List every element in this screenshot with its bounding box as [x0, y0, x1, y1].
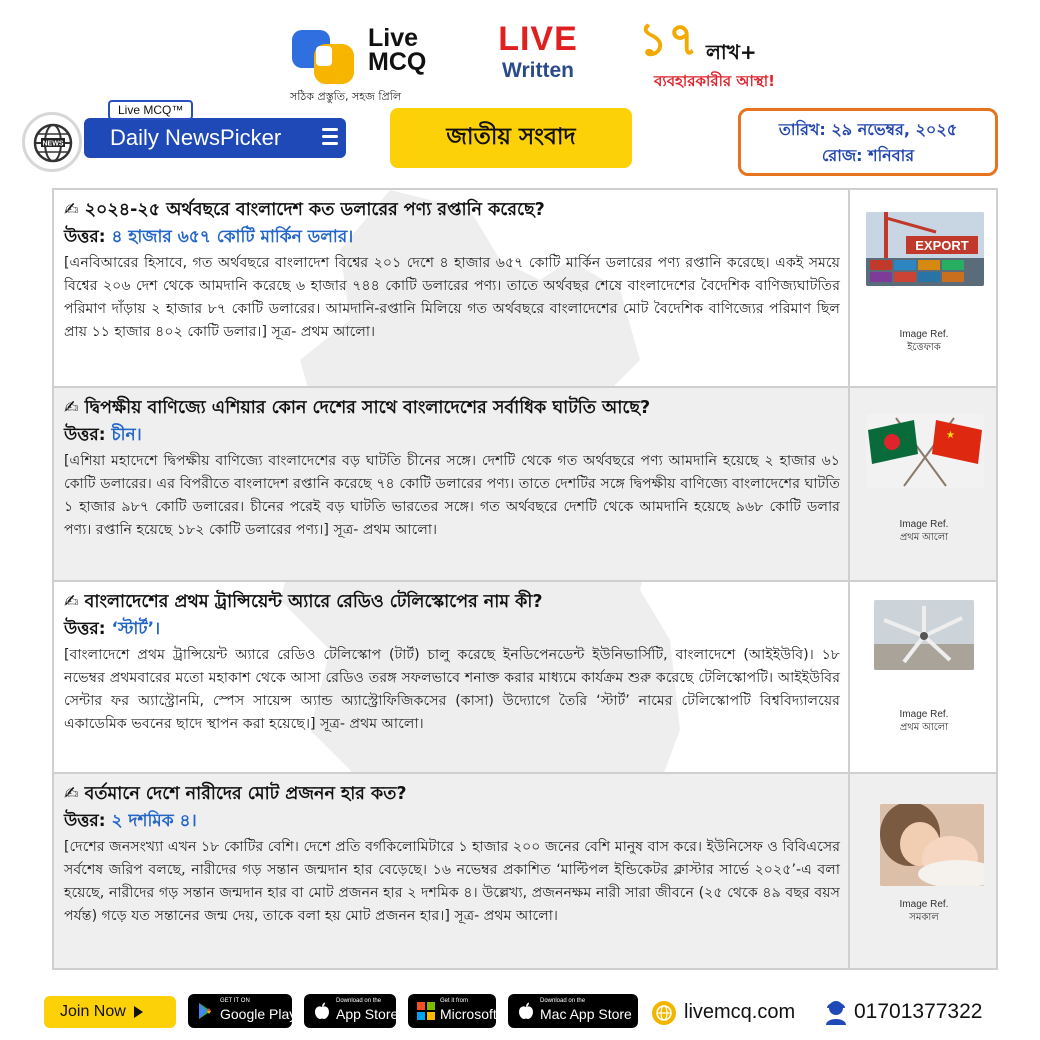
answer-line-1: উত্তর: ৪ হাজার ৬৫৭ কোটি মার্কিন ডলার। [64, 227, 354, 247]
question-row [54, 582, 996, 774]
join-now-button[interactable]: Join Now [44, 996, 176, 1028]
export-port-image [866, 212, 984, 286]
question-text-1: ✍ ২০২৪-২৫ অর্থবছরে বাংলাদেশ কত ডলারের পণ্য রপ্তানি করেছে? [64, 200, 545, 220]
phone-number[interactable]: 01701377322 [824, 996, 982, 1028]
explanation-1: [এনবিআরের হিসাবে, গত অর্থবছরে বাংলাদেশ বিশ্বের ২০১ দেশে ৪ হাজার ৬৫৭ কোটি মার্কিন ডলারের পণ্য রপ্তানি করেছে। একই সময়ে বিশ্বের ২০৬ দেশ থেকে আমদানি করেছে ৬ হাজার ৭৪৪ কোটি ডলারের পণ্য। তাতে অর্থবছর শেষে বাংলাদেশের বৈদেশিক বাণিজ্যঘাটতির পরিমাণ দাঁড়ায় ২ হাজার ৮৭ কোটি ডলারের। আমদানি-রপ্তানি মিলিয়ে গত অর্থবছরে বাংলাদেশের মোট বৈদেশিক বাণিজ্যের পরিমাণ ছিল প্রায় ১১ হাজার ৪০২ কোটি ডলার।] সূত্র- প্রথম আলো। [64, 255, 840, 340]
apple-icon [516, 1001, 536, 1021]
google-play-icon [196, 1001, 216, 1021]
brand-name: Live MCQ [368, 24, 427, 76]
microsoft-store-button[interactable]: Get it from Microsoft [408, 994, 496, 1028]
livemcq-logo-icon [292, 30, 358, 88]
answer-text-3: ‘স্টার্ট’। [111, 619, 161, 639]
question-text-4: ✍ বর্তমানে দেশে নারীদের মোট প্রজনন হার কত? [64, 784, 407, 804]
newspicker-badge: Live MCQ™ [108, 100, 193, 120]
date-box [738, 108, 998, 176]
explanation-2: [এশিয়া মহাদেশে দ্বিপক্ষীয় বাণিজ্যে বাংলাদেশের বড় ঘাটতি চীনের সঙ্গে। দেশটি থেকে গত অর্থবছরে পণ্য আমদানি হয়েছে ২ হাজার ৬১ কোটি ডলারের। এর বিপরীতে বাংলাদেশ রপ্তানি করেছে ৭৪ কোটি ডলারের পণ্য। তাতে দেশটির সঙ্গে দ্বিপক্ষীয় বাণিজ্যে বাংলাদেশের ঘাটতি ১ হাজার ৯৮৭ কোটি ডলারের। চীনের পরেই বড় ঘাটতি ভারতের সঙ্গে। গত অর্থবছরে দেশটি থেকে আমদানি হয়েছে ৯৬৮ কোটি ডলার পণ্য। রপ্তানি হয়েছে ১৮২ কোটি ডলারের পণ্য।] সূত্র- প্রথম আলো। [64, 453, 840, 538]
answer-line-4: উত্তর: ২ দশমিক ৪। [64, 811, 197, 831]
question-text-3: ✍ বাংলাদেশের প্রথম ট্রান্সিয়েন্ট অ্যারে রেডিও টেলিস্কোপের নাম কী? [64, 592, 543, 612]
globe-icon [652, 1001, 676, 1025]
brand-tagline: সঠিক প্রস্তুতি, সহজ প্রিলি [290, 90, 402, 103]
image-ref-3: Image Ref. প্রথম আলো [899, 709, 949, 733]
question-cell [54, 190, 850, 386]
image-ref-2: Image Ref. প্রথম আলো [899, 519, 949, 543]
mac-app-store-button[interactable]: Download on the Mac App Store [508, 994, 638, 1028]
apple-icon [312, 1001, 332, 1021]
play-arrow-icon [134, 1006, 143, 1018]
image-ref-1: Image Ref. ইত্তেফাক [899, 329, 949, 353]
export-label: EXPORT [915, 238, 969, 253]
category-title: জাতীয় সংবাদ [390, 108, 632, 168]
answer-text-4: ২ দশমিক ৪। [111, 811, 197, 831]
question-row [54, 190, 996, 388]
users-count-badge [636, 12, 816, 98]
users-trust-text: ব্যবহারকারীর আস্থা! [654, 72, 776, 90]
website-link[interactable]: livemcq.com [652, 996, 795, 1028]
livemcq-logo [290, 22, 450, 102]
writing-hand-icon: ✍ [64, 200, 79, 220]
daily-newspicker-brand [22, 100, 332, 168]
writing-hand-icon: ✍ [64, 784, 79, 804]
radio-telescope-image [874, 600, 974, 670]
globe-news-icon [22, 112, 82, 172]
question-cell [54, 582, 850, 772]
menu-lines-icon [322, 128, 338, 149]
newspicker-pill [84, 118, 346, 158]
question-row [54, 774, 996, 968]
explanation-4: [দেশের জনসংখ্যা এখন ১৮ কোটির বেশি। দেশে প্রতি বর্গকিলোমিটারে ১ হাজার ২০০ জনের বেশি মানুষ বাস করে। ইউনিসেফ ও বিবিএসের সর্বশেষ জরিপ বলছে, নারীদের গড় সন্তান জন্মদান হার বেড়েছে। ১৬ নভেম্বর প্রকাশিত ‘মাল্টিপল ইন্ডিকেটর ক্লাস্টার সার্ভে ২০২৫’-এ বলা হয়েছে, নারীদের গড় সন্তান জন্মদান হার বা মোট প্রজনন হার ২ দশমিক ৪। উল্লেখ্য, প্রজননক্ষম নারী সারা জীবনে (২৫ থেকে ৪৯ বছর বয়স পর্যন্ত) গড়ে যত সন্তানের জন্ম দেয়, তাকে বলা হয় মোট প্রজনন হার।] সূত্র- প্রথম আলো। [64, 839, 840, 924]
users-number: ১৭ [638, 12, 698, 66]
writing-hand-icon: ✍ [64, 592, 79, 612]
live-subtitle: Written [502, 59, 574, 82]
microsoft-icon [416, 1001, 436, 1021]
bangladesh-china-flags-image [866, 414, 984, 488]
image-cell [852, 774, 996, 968]
question-cell [54, 774, 850, 968]
newspicker-title: Daily NewsPicker [110, 125, 282, 150]
question-cell [54, 388, 850, 580]
question-text-2: ✍ দ্বিপক্ষীয় বাণিজ্যে এশিয়ার কোন দেশের সাথে বাংলাদেশের সর্বাধিক ঘাটতি আছে? [64, 398, 651, 418]
live-written-logo [496, 20, 580, 92]
writing-hand-icon: ✍ [64, 398, 79, 418]
page-header [0, 0, 1040, 180]
question-row [54, 388, 996, 582]
app-store-button[interactable]: Download on the App Store [304, 994, 396, 1028]
page-footer [0, 990, 1040, 1034]
answer-line-2: উত্তর: চীন। [64, 425, 142, 445]
answer-line-3: উত্তর: ‘স্টার্ট’। [64, 619, 161, 639]
image-ref-4: Image Ref. সমকাল [899, 899, 949, 923]
svg-text:★: ★ [946, 430, 955, 441]
image-cell [852, 190, 996, 386]
question-table [52, 188, 998, 970]
answer-text-1: ৪ হাজার ৬৫৭ কোটি মার্কিন ডলার। [111, 227, 354, 247]
explanation-3: [বাংলাদেশে প্রথম ট্রান্সিয়েন্ট অ্যারে রেডিও টেলিস্কোপ (টার্ট) চালু করেছে ইনডিপেনডেন্ট ইউনিভার্সিটি, বাংলাদেশে (আইইউবি)। ১৮ নভেম্বর প্রথমবারের মতো মহাকাশ থেকে আসা রেডিও তরঙ্গ সফলভাবে শনাক্ত করার মাধ্যমে কার্যক্রম শুরু করেছে টেলিস্কোপটি। আইইউবির সেন্টার ফর অ্যাস্ট্রোনমি, স্পেস সায়েন্স অ্যান্ড অ্যাস্ট্রোফিজিকসের (কাসা) উদ্যোগে তৈরি ‘স্টার্ট’ নামের টেলিস্কোপটি বিশ্ববিদ্যালয়ের একাডেমিক ভবনের ছাদে স্থাপন করা হয়েছে।] সূত্র- প্রথম আলো। [64, 647, 840, 732]
support-person-icon [824, 999, 848, 1025]
users-unit: লাখ+ [706, 40, 757, 64]
mother-baby-image [880, 804, 984, 886]
google-play-button[interactable]: GET IT ON Google Play [188, 994, 292, 1028]
answer-text-2: চীন। [111, 425, 142, 445]
date-line: তারিখ: ২৯ নভেম্বর, ২০২৫ [778, 120, 958, 139]
image-cell [852, 388, 996, 580]
live-title: LIVE [498, 20, 578, 58]
day-line: রোজ: শনিবার [821, 146, 915, 165]
image-cell [852, 582, 996, 772]
svg-text:NEWS: NEWS [42, 140, 64, 148]
